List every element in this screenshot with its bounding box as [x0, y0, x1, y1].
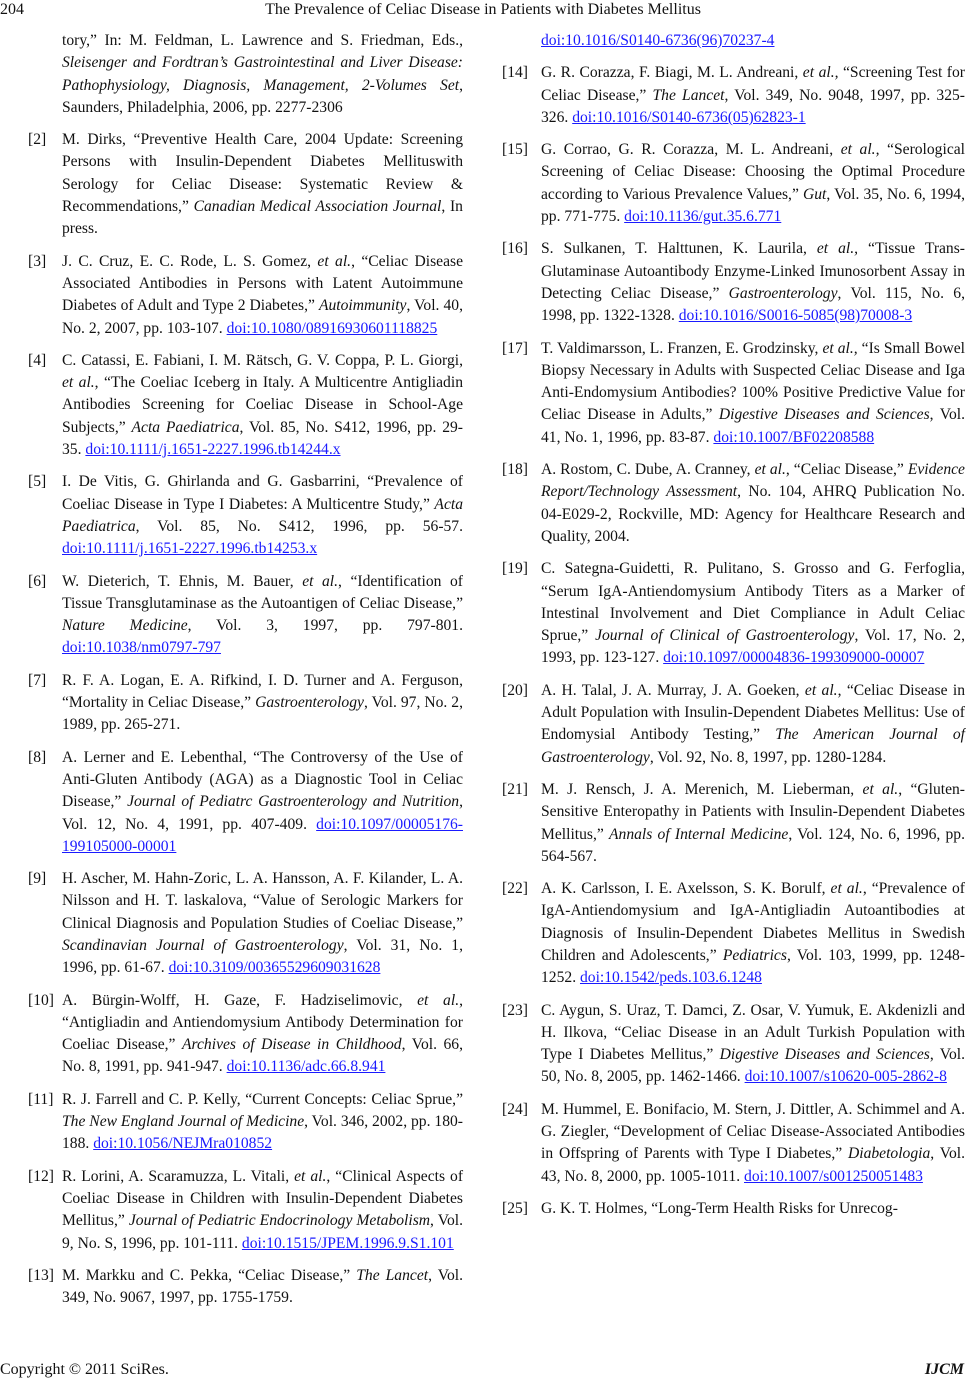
reference-text: tory,” In: M. Feldman, L. Lawrence and S. Friedman, Eds., [62, 32, 463, 49]
reference-text: A. Rostom, C. Dube, A. Cranney, [541, 461, 755, 479]
reference-number: [21] [502, 780, 528, 798]
reference-text: , Vol. 3, 1997, pp. 797-801. [187, 617, 463, 635]
references-left-column [28, 30, 463, 1319]
reference-text: , Saunders, Philadelphia, 2006, pp. 2277-2306 [62, 76, 463, 116]
italic-text: The New England Journal of Medicine [62, 1113, 305, 1131]
reference-text: A. K. Carlsson, I. E. Axelsson, S. K. Borulf, [541, 880, 831, 898]
reference-number: [10] [28, 991, 54, 1009]
reference-text: , Vol. 40, No. 2, 2007, pp. 103-107. [62, 297, 463, 337]
doi-link[interactable]: doi:10.1007/s001250051483 [744, 1167, 923, 1185]
reference-text: R. Lorini, A. Scaramuzza, L. Vitali, [62, 1167, 295, 1185]
doi-link[interactable]: doi:10.1097/00004836-199309000-00007 [663, 649, 925, 667]
reference-item [28, 571, 463, 660]
doi-link[interactable]: doi:10.1136/adc.66.8.941 [226, 1058, 386, 1076]
reference-text: A. H. Talal, J. A. Murray, J. A. Goeken, [541, 681, 805, 699]
italic-text: et al. [302, 572, 339, 590]
reference-item [502, 139, 965, 228]
reference-text: , Vol. 103, 1999, pp. 1248-1252. [541, 946, 965, 987]
reference-text: , Vol. 92, No. 8, 1997, pp. 1280-1284. [649, 748, 887, 766]
italic-text: et al. [862, 780, 899, 798]
reference-item [502, 558, 965, 669]
doi-link[interactable]: doi:10.1056/NEJMra010852 [93, 1135, 273, 1153]
reference-text: , “Celiac Disease,” [785, 461, 908, 479]
reference-number: [16] [502, 240, 528, 258]
doi-link[interactable]: doi:10.1080/08916930601118825 [226, 319, 438, 337]
italic-text: et al., [816, 240, 859, 258]
reference-text: , “Celiac Disease in Adult Population with Insulin-Dependent Diabetes Mellitus: Use of Endomysial Antibody Testing,” [541, 681, 965, 744]
reference-text: “Is Small Bowel Biopsy Necessary in Adults with Suspected Celiac Disease and Iga Anti-Endomysium Antibodies? 100% Positive Predictive Value for Celiac Disease in Adults,” [541, 339, 965, 424]
reference-item [502, 1198, 965, 1220]
reference-item [502, 459, 965, 548]
reference-text: G. R. Corazza, F. Biagi, M. L. Andreani, [541, 64, 803, 82]
reference-item [502, 878, 965, 989]
page-number: 204 [0, 1, 24, 18]
italic-text: et al. [830, 880, 863, 898]
italic-text: Journal of Clinical of Gastroenterology [595, 627, 855, 645]
reference-item [28, 350, 463, 461]
reference-text: , Vol. 9, No. S, 1996, pp. 101-111. [62, 1212, 463, 1252]
reference-text: R. J. Farrell and C. P. Kelly, “Current Concepts: Celiac Sprue,” [62, 1090, 463, 1108]
reference-item [28, 251, 463, 340]
reference-item [28, 129, 463, 240]
reference-text: J. C. Cruz, E. C. Rode, L. S. Gomez, [62, 252, 318, 270]
doi-link[interactable]: doi:10.1111/j.1651-2227.1996.tb14244.x [85, 441, 341, 459]
reference-text: I. De Vitis, G. Ghirlanda and G. Gasbarrini, “Prevalence of Coeliac Disease in Type I Diabetes: A Multicentre Study,” [62, 473, 463, 513]
running-title: The Prevalence of Celiac Disease in Patients with Diabetes Mellitus [265, 1, 701, 18]
doi-link[interactable]: doi:10.1016/S0016-5085(98)70008-3 [678, 307, 913, 325]
reference-text: T. Valdimarsson, L. Franzen, E. Grodzinsky, [541, 339, 823, 357]
italic-text: et al. [317, 252, 352, 270]
doi-link[interactable]: doi:10.1136/gut.35.6.771 [624, 208, 782, 226]
reference-number: [20] [502, 681, 528, 699]
italic-text: Digestive Diseases and Sciences [719, 1046, 930, 1064]
italic-text: et al., [840, 141, 880, 159]
italic-text: Sleisenger and Fordtran’s Gastrointestinal and Liver Disease: Pathophysiology, Diagnosis, Management, 2-Volumes Set [62, 54, 463, 94]
reference-text: H. Ascher, M. Hahn-Zoric, L. A. Hansson, A. F. Kilander, L. A. Nilsson and H. T. laskalova, “Value of Serologic Markers for Clinical Diagnosis and Population Studies of Coeliac Disease,” [62, 870, 463, 932]
journal-abbreviation: IJCM [924, 1361, 964, 1378]
reference-text: , Vol. 349, No. 9067, 1997, pp. 1755-1759. [62, 1266, 463, 1307]
italic-text: Annals of Internal Medicine [609, 825, 789, 843]
reference-item [28, 1089, 463, 1156]
reference-number: [7] [28, 671, 47, 689]
reference-text: G. Corrao, G. R. Corazza, M. L. Andreani, [541, 141, 841, 159]
reference-item [502, 779, 965, 868]
reference-number: [24] [502, 1100, 528, 1118]
doi-link[interactable]: doi:10.1515/JPEM.1996.9.S1.101 [241, 1234, 454, 1252]
reference-number: [25] [502, 1199, 528, 1217]
reference-item [502, 338, 965, 449]
reference-text: , “Identification of Tissue Transglutaminase as the Autoantigen of Celiac Disease,” [62, 572, 463, 612]
reference-text: , Vol. 43, No. 8, 2000, pp. 1005-1011. [541, 1145, 965, 1185]
reference-item [502, 1099, 965, 1188]
reference-text: , “The Coeliac Iceberg in Italy. A Multicentre Antigliadin Antibodies Screening for Coeliac Disease in School-Age Subjects,” [62, 374, 463, 436]
doi-link[interactable]: doi:10.1007/s10620-005-2862-8 [744, 1068, 947, 1086]
italic-text: Digestive Diseases and Sciences [718, 406, 930, 424]
reference-text: A. Bürgin-Wolff, H. Gaze, F. Hadziselimovic, [62, 991, 418, 1009]
reference-text: , Vol. 66, No. 8, 1991, pp. 941-947. [62, 1036, 464, 1076]
reference-text: , Vol. 346, 2002, pp. 180-188. [62, 1113, 463, 1153]
reference-item [502, 1000, 965, 1089]
reference-item [28, 670, 463, 737]
italic-text: Nature Medicine [62, 617, 188, 635]
reference-item [502, 238, 965, 327]
italic-text: et al. [417, 991, 460, 1009]
italic-text: Acta Paediatrica [62, 495, 463, 535]
italic-text: Gastroenterology [728, 284, 838, 302]
reference-number: [2] [28, 131, 47, 149]
reference-text: , “Gluten-Sensitive Enteropathy in Patients with Insulin-Dependent Diabetes Mellitus,” [541, 780, 966, 843]
italic-text: et al., [802, 64, 839, 82]
reference-number: [12] [28, 1167, 54, 1185]
reference-number: [13] [28, 1266, 54, 1284]
reference-text: R. F. A. Logan, E. A. Rifkind, I. D. Turner and A. Ferguson, “Mortality in Celiac Disease,” [62, 671, 463, 712]
italic-text: et al. [804, 681, 838, 699]
reference-number: [22] [502, 880, 528, 898]
reference-number: [15] [502, 141, 528, 159]
italic-text: Canadian Medical Association Journal [193, 198, 442, 216]
reference-item [28, 471, 463, 560]
reference-number: [14] [502, 64, 528, 82]
reference-text: , Vol. 97, No. 2, 1989, pp. 265-271. [62, 694, 463, 734]
italic-text: Diabetologia [847, 1145, 931, 1163]
reference-text: C. Catassi, E. Fabiani, I. M. Rätsch, G. V. Coppa, P. L. Giorgi, [62, 351, 463, 369]
italic-text: Journal of Pediatrc Gastroenterology and Nutrition [127, 793, 460, 811]
reference-text: C. Sategna-Guidetti, R. Pulitano, S. Grosso and G. Ferfoglia, “Serum IgA-Antiendomysium Antibody Titers as a Marker of Intestinal Involvement and Diet Compliance in Adult Celiac Sprue,” [541, 560, 965, 645]
reference-text: , Vol. 349, No. 9048, 1997, pp. 325-326. [541, 86, 965, 126]
reference-continuation [28, 30, 463, 119]
reference-text: M. Hummel, E. Bonifacio, M. Stern, J. Dittler, A. Schimmel and A. G. Ziegler, “Development of Celiac Disease-Associated Antibodies in Offspring of Parents with Type I Diabetes,” [541, 1100, 965, 1163]
reference-text: S. Sulkanen, T. Halttunen, K. Laurila, [541, 240, 817, 258]
reference-text: , “Celiac Disease Associated Antibodies in Persons with Latent Autoimmune Diabetes of Adult and Type 2 Diabetes,” [62, 252, 463, 315]
italic-text: et al. [754, 461, 786, 479]
reference-item [502, 680, 965, 769]
reference-text: C. Aygun, S. Uraz, T. Damci, Z. Osar, V. Yumuk, E. Akdenizli and H. Ilkova, “Celiac Disease in an Adult Turkish Population with Type I Diabetes Mellitus,” [541, 1001, 965, 1064]
reference-item [28, 1265, 463, 1310]
reference-number: [23] [502, 1001, 528, 1019]
reference-item [28, 1166, 463, 1255]
italic-text: Gut [802, 185, 827, 203]
reference-text: , Vol. 35, No. 6, 1994, pp. 771-775. [541, 185, 965, 226]
reference-number: [19] [502, 560, 528, 578]
reference-text: , Vol. 41, No. 1, 1996, pp. 83-87. [541, 406, 965, 446]
reference-number: [11] [28, 1090, 54, 1108]
italic-text: Archives of Disease in Childhood [182, 1036, 402, 1054]
reference-text: M. Markku and C. Pekka, “Celiac Disease,” [62, 1266, 357, 1284]
reference-number: [5] [28, 473, 47, 491]
page-header [0, 0, 966, 24]
reference-item [28, 868, 463, 979]
reference-item [28, 747, 463, 858]
italic-text: The Lancet [356, 1266, 429, 1284]
reference-text: , No. 104, AHRQ Publication No. 04-E029-2, Rockville, MD: Agency for Healthcare Research and Quality, 2004. [541, 483, 966, 545]
doi-link[interactable]: doi:10.1111/j.1651-2227.1996.tb14253.x [62, 540, 318, 558]
italic-text: Acta Paediatrica [131, 418, 240, 436]
reference-text: , Vol. 50, No. 8, 2005, pp. 1462-1466. [541, 1046, 965, 1086]
italic-text: Autoimmunity [318, 297, 407, 315]
italic-text: et al. [294, 1167, 327, 1185]
reference-text: , Vol. 85, No. S412, 1996, pp. 29-35. [62, 418, 463, 459]
reference-item [502, 62, 965, 129]
reference-text: G. K. T. Holmes, “Long-Term Health Risks for Unrecog- [541, 1199, 898, 1217]
copyright: Copyright © 2011 SciRes. [0, 1361, 169, 1378]
italic-text: Evidence Report/Technology Assessment [541, 461, 965, 501]
doi-link[interactable]: doi:10.1016/S0140-6736(96)70237-4 [541, 32, 775, 49]
reference-text: , “Antigliadin and Antiendomysium Antibody Determination for Coeliac Disease,” [62, 991, 463, 1054]
reference-text: , Vol. 17, No. 2, 1993, pp. 123-127. [541, 627, 965, 667]
reference-item [28, 990, 463, 1079]
doi-link[interactable]: doi:10.1016/S0140-6736(05)62823-1 [572, 108, 806, 126]
reference-text: “Serological Screening of Celiac Disease: Choosing the Optimal Procedure according to Various Prevalence Values,” [541, 141, 965, 203]
reference-text: “Screening Test for Celiac Disease,” [541, 64, 965, 104]
italic-text: Scandinavian Journal of Gastroenterology [62, 936, 344, 954]
doi-link[interactable]: doi:10.1038/nm0797-797 [62, 639, 221, 657]
reference-text: M. J. Rensch, J. A. Merenich, M. Lieberman, [541, 780, 863, 798]
reference-text: A. Lerner and E. Lebenthal, “The Controversy of the Use of Anti-Gluten Antibody (AGA) as a Diagnostic Tool in Celiac Disease,” [62, 748, 463, 811]
italic-text: Gastroenterology [255, 694, 364, 712]
reference-text: , Vol. 31, No. 1, 1996, pp. 61-67. [62, 936, 463, 977]
reference-text: W. Dieterich, T. Ehnis, M. Bauer, [62, 572, 303, 590]
italic-text: The American Journal of Gastroenterology [541, 726, 965, 766]
reference-text: , Vol. 124, No. 6, 1996, pp. 564-567. [541, 825, 965, 865]
reference-number: [4] [28, 351, 47, 369]
doi-link[interactable]: doi:10.1007/BF02208588 [713, 428, 875, 446]
reference-number: [9] [28, 870, 47, 888]
reference-number: [8] [28, 748, 47, 766]
reference-number: [17] [502, 339, 528, 357]
doi-link[interactable]: doi:10.1097/00005176-199105000-00001 [62, 815, 463, 855]
reference-text: , “Clinical Aspects of Coeliac Disease in Children with Insulin-Dependent Diabetes Mellitus,” [62, 1167, 464, 1230]
italic-text: Journal of Pediatric Endocrinology Metabolism [128, 1212, 431, 1230]
reference-text: “Tissue Trans-Glutaminase Autoantibody Enzyme-Linked Imunosorbent Assay in Detecting Celiac Disease,” [541, 240, 965, 302]
reference-text: , In press. [62, 198, 463, 238]
reference-text: , Vol. 12, No. 4, 1991, pp. 407-409. [62, 793, 463, 833]
reference-number: [18] [502, 461, 528, 479]
doi-link[interactable]: doi:10.3109/00365529609031628 [168, 959, 381, 977]
reference-number: [3] [28, 252, 47, 270]
references-right-column [502, 30, 965, 1230]
reference-text: , Vol. 115, No. 6, 1998, pp. 1322-1328. [541, 284, 965, 325]
reference-number: [6] [28, 572, 47, 590]
reference-text: , Vol. 85, No. S412, 1996, pp. 56-57. [135, 517, 463, 535]
italic-text: et al., [822, 339, 858, 357]
reference-continuation [502, 30, 965, 52]
italic-text: et al. [62, 374, 95, 392]
italic-text: Pediatrics [722, 946, 787, 964]
reference-text: M. Dirks, “Preventive Health Care, 2004 Update: Screening Persons with Insulin-Dependent Diabetes Mellituswith Serology for Celiac Disease: Systematic Review & Recommendations,” [62, 131, 463, 216]
italic-text: The Lancet [652, 86, 725, 104]
doi-link[interactable]: doi:10.1542/peds.103.6.1248 [579, 969, 762, 987]
reference-text: , “Prevalence of IgA-Antiendomysium and IgA-Antigliadin Autoantibodies at Diagnosis of Insulin-Dependent Diabetes Mellitus in Swedish Children and Adolescents,” [541, 880, 965, 964]
